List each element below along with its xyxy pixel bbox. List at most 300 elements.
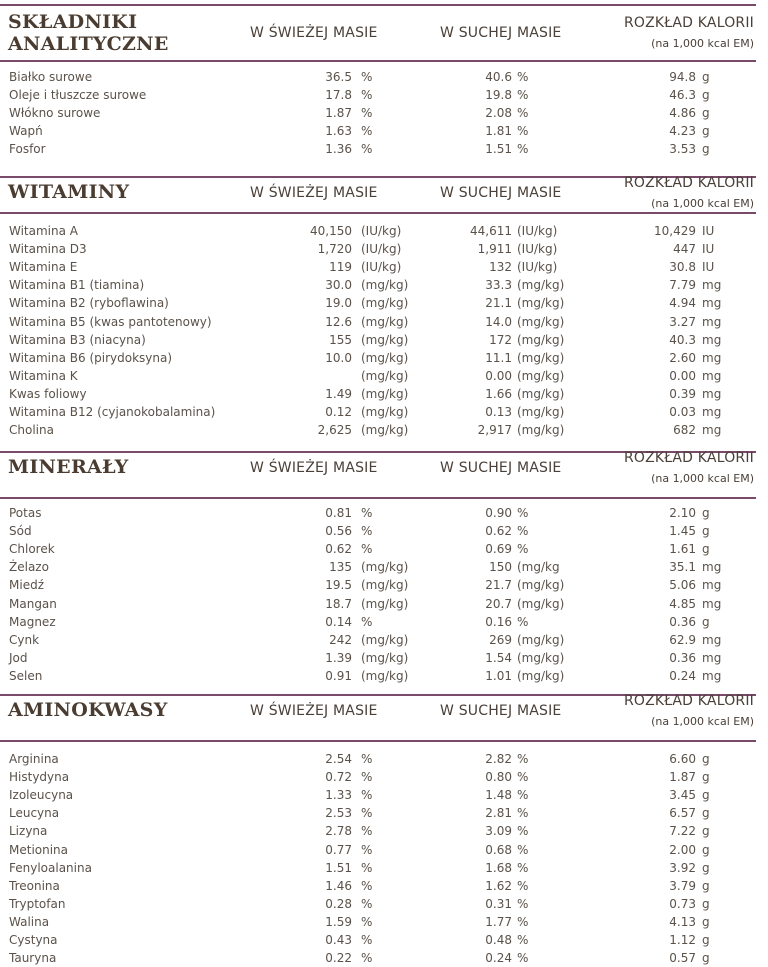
row-fresh-value: 155 (329, 332, 352, 347)
row-fresh-unit: % (361, 142, 373, 157)
row-name: Witamina B6 (pirydoksyna) (9, 350, 173, 365)
table-row (0, 385, 768, 403)
row-calorie-unit: g (702, 752, 710, 766)
row-fresh-value: 1.63 (325, 124, 352, 139)
section-top-rule (0, 4, 756, 6)
row-fresh-unit: (IU/kg) (361, 242, 402, 257)
row-dry-unit: (mg/kg) (517, 314, 565, 329)
row-dry-value: 3.09 (485, 824, 512, 839)
row-dry-unit: (mg/kg) (517, 350, 565, 365)
table-row (0, 768, 768, 786)
row-name: Potas (9, 506, 42, 520)
row-dry-value: 21.1 (485, 296, 512, 311)
row-dry-unit: (mg/kg) (517, 296, 565, 311)
row-name: Witamina A (9, 224, 78, 238)
row-fresh-unit: % (361, 914, 373, 929)
row-calorie-unit: g (702, 860, 710, 875)
row-name: Sód (9, 524, 32, 539)
row-name: Walina (9, 914, 50, 929)
row-fresh-unit: % (361, 124, 373, 139)
column-header-calorie-sub: (na 1,000 kcal EM) (651, 197, 754, 210)
row-name: Wapń (9, 124, 43, 139)
row-calorie-unit: mg (702, 405, 722, 419)
row-fresh-value: 0.28 (325, 896, 352, 911)
row-name: Leucyna (9, 806, 60, 821)
row-dry-value: 1.81 (485, 124, 512, 139)
row-dry-value: 2,917 (477, 423, 512, 438)
table-row (0, 104, 768, 122)
row-dry-value: 1,911 (477, 242, 512, 257)
row-name: Selen (9, 668, 43, 683)
row-calorie-value: 3.27 (669, 314, 696, 329)
row-fresh-value: 0.81 (325, 506, 352, 520)
row-calorie-unit: g (702, 542, 710, 557)
row-calorie-value: 30.8 (669, 260, 696, 275)
column-header-dry: W SUCHEJ MASIE (440, 703, 562, 719)
row-name: Oleje i tłuszcze surowe (9, 88, 147, 103)
row-calorie-value: 1.61 (669, 542, 696, 557)
column-header-dry: W SUCHEJ MASIE (440, 185, 562, 201)
column-header-fresh: W ŚWIEŻEJ MASIE (250, 703, 378, 719)
row-fresh-value: 1.51 (325, 860, 352, 875)
column-header-calorie-sub: (na 1,000 kcal EM) (651, 472, 754, 485)
column-header-dry: W SUCHEJ MASIE (440, 460, 562, 476)
row-fresh-value: 40,150 (310, 224, 352, 238)
row-dry-unit: (IU/kg) (517, 224, 558, 238)
row-calorie-value: 3.53 (669, 142, 696, 157)
row-name: Włókno surowe (9, 106, 101, 121)
row-dry-unit: % (517, 752, 529, 766)
row-fresh-value: 2,625 (317, 423, 352, 438)
row-fresh-unit: (mg/kg) (361, 386, 409, 401)
row-dry-unit: % (517, 806, 529, 821)
table-row (0, 631, 768, 649)
table-row (0, 294, 768, 312)
row-fresh-value: 1.59 (325, 914, 352, 929)
row-dry-unit: (mg/kg) (517, 405, 565, 419)
table-row (0, 558, 768, 576)
row-name: Cystyna (9, 933, 58, 947)
row-dry-value: 40.6 (485, 70, 512, 84)
row-fresh-unit: % (361, 106, 373, 121)
row-fresh-value: 19.0 (325, 296, 352, 311)
row-calorie-unit: g (702, 88, 710, 103)
row-name: Treonina (9, 878, 60, 893)
row-calorie-unit: mg (702, 350, 722, 365)
row-fresh-value: 2.53 (325, 806, 352, 821)
row-calorie-unit: mg (702, 296, 722, 311)
row-calorie-unit: g (702, 524, 710, 539)
section-2 (0, 447, 768, 485)
row-calorie-value: 1.45 (669, 524, 696, 539)
row-calorie-value: 40.3 (669, 332, 696, 347)
row-calorie-unit: g (702, 914, 710, 929)
row-dry-value: 2.08 (485, 106, 512, 121)
row-fresh-unit: % (361, 860, 373, 875)
table-row (0, 421, 768, 439)
row-dry-value: 269 (489, 632, 512, 647)
row-fresh-unit: % (361, 770, 373, 785)
row-name: Cynk (9, 632, 40, 647)
row-dry-value: 14.0 (485, 314, 512, 329)
row-calorie-unit: mg (702, 423, 722, 438)
table-row (0, 822, 768, 840)
row-dry-unit: (mg/kg) (517, 332, 565, 347)
table-row (0, 576, 768, 594)
row-calorie-value: 3.92 (669, 860, 696, 875)
row-calorie-unit: g (702, 106, 710, 121)
column-header-calorie: ROZKŁAD KALORII (623, 175, 754, 191)
row-dry-unit: (mg/kg) (517, 423, 565, 438)
row-dry-value: 1.54 (485, 650, 512, 665)
row-dry-unit: % (517, 842, 529, 857)
row-fresh-value: 0.43 (325, 933, 352, 947)
row-dry-unit: (mg/kg) (517, 278, 565, 293)
column-header-dry: W SUCHEJ MASIE (440, 25, 562, 41)
row-calorie-unit: mg (702, 668, 722, 683)
row-calorie-value: 6.60 (669, 752, 696, 766)
row-fresh-value: 30.0 (325, 278, 352, 293)
row-dry-unit: (mg/kg) (517, 668, 565, 683)
row-dry-unit: % (517, 70, 529, 84)
row-calorie-unit: g (702, 824, 710, 839)
row-calorie-value: 4.13 (669, 914, 696, 929)
row-fresh-unit: (mg/kg) (361, 423, 409, 438)
section-header-rule (0, 60, 756, 62)
row-fresh-value: 0.14 (325, 614, 352, 629)
row-dry-value: 172 (489, 332, 512, 347)
row-fresh-value: 36.5 (325, 70, 352, 84)
row-dry-unit: % (517, 933, 529, 947)
row-dry-value: 0.62 (485, 524, 512, 539)
row-dry-value: 0.13 (485, 405, 512, 419)
row-fresh-value: 10.0 (325, 350, 352, 365)
row-dry-unit: % (517, 542, 529, 557)
row-name: Tryptofan (9, 896, 66, 911)
row-fresh-unit: % (361, 806, 373, 821)
row-calorie-value: 1.12 (669, 933, 696, 947)
row-name: Fenyloalanina (9, 860, 92, 875)
row-calorie-unit: IU (702, 242, 715, 257)
row-name: Magnez (9, 614, 56, 629)
row-dry-unit: % (517, 860, 529, 875)
column-header-calorie: ROZKŁAD KALORII (623, 15, 754, 31)
row-fresh-unit: (mg/kg) (361, 368, 409, 383)
row-fresh-value: 1,720 (317, 242, 352, 257)
row-dry-value: 19.8 (485, 88, 512, 103)
row-fresh-unit: % (361, 951, 373, 966)
table-row (0, 140, 768, 158)
row-dry-value: 1.77 (485, 914, 512, 929)
row-dry-unit: % (517, 88, 529, 103)
row-fresh-value: 1.33 (325, 788, 352, 803)
row-calorie-value: 0.39 (669, 386, 696, 401)
row-name: Witamina B2 (ryboflawina) (9, 296, 169, 311)
row-calorie-value: 5.06 (669, 578, 696, 593)
section-title (8, 456, 129, 478)
table-row (0, 331, 768, 349)
row-calorie-value: 62.9 (669, 632, 696, 647)
row-calorie-unit: g (702, 896, 710, 911)
row-name: Witamina E (9, 260, 78, 275)
row-calorie-value: 4.85 (669, 596, 696, 611)
section-header-rule (0, 740, 756, 742)
row-name: Witamina B1 (tiamina) (9, 278, 145, 293)
column-header-calorie-sub: (na 1,000 kcal EM) (651, 715, 754, 728)
row-name: Miedź (9, 578, 44, 593)
row-fresh-unit: % (361, 614, 373, 629)
row-dry-value: 0.31 (485, 896, 512, 911)
row-calorie-unit: g (702, 878, 710, 893)
table-row (0, 841, 768, 859)
row-dry-unit: % (517, 524, 529, 539)
row-name: Histydyna (9, 770, 70, 785)
row-calorie-unit: g (702, 788, 710, 803)
row-fresh-unit: (IU/kg) (361, 224, 402, 238)
row-calorie-unit: mg (702, 632, 722, 647)
row-dry-unit: (mg/kg) (517, 596, 565, 611)
row-fresh-value: 1.49 (325, 386, 352, 401)
section-title (8, 181, 129, 203)
row-dry-value: 44,611 (470, 224, 512, 238)
row-name: Kwas foliowy (9, 386, 87, 401)
row-calorie-unit: mg (702, 650, 722, 665)
row-fresh-unit: % (361, 788, 373, 803)
table-row (0, 403, 768, 421)
row-calorie-unit: IU (702, 224, 715, 238)
row-fresh-unit: % (361, 506, 373, 520)
row-name: Tauryna (9, 951, 57, 966)
section-header-rule (0, 212, 756, 214)
row-name: Chlorek (9, 542, 55, 557)
row-dry-value: 150 (489, 560, 512, 575)
row-fresh-unit: (mg/kg) (361, 650, 409, 665)
row-calorie-unit: mg (702, 368, 722, 383)
row-calorie-value: 4.94 (669, 296, 696, 311)
row-dry-value: 0.48 (485, 933, 512, 947)
row-dry-value: 0.24 (485, 951, 512, 966)
section-title (8, 11, 169, 55)
row-fresh-unit: % (361, 878, 373, 893)
row-dry-unit: % (517, 824, 529, 839)
table-row (0, 86, 768, 104)
row-dry-value: 11.1 (485, 350, 512, 365)
table-row (0, 859, 768, 877)
row-fresh-value: 0.77 (325, 842, 352, 857)
table-row (0, 504, 768, 522)
row-dry-unit: (mg/kg) (517, 650, 565, 665)
table-row (0, 122, 768, 140)
row-name: Arginina (9, 752, 59, 766)
row-calorie-unit: g (702, 842, 710, 857)
row-name: Izoleucyna (9, 788, 74, 803)
row-fresh-unit: % (361, 542, 373, 557)
row-fresh-value: 1.87 (325, 106, 352, 121)
row-name: Witamina B5 (kwas pantotenowy) (9, 314, 212, 329)
row-fresh-value: 18.7 (325, 596, 352, 611)
table-row (0, 667, 768, 685)
row-fresh-value: 135 (329, 560, 352, 575)
row-dry-unit: (mg/kg) (517, 368, 565, 383)
row-dry-unit: (mg/kg) (517, 578, 565, 593)
row-dry-value: 21.7 (485, 578, 512, 593)
row-calorie-value: 46.3 (669, 88, 696, 103)
column-header-fresh: W ŚWIEŻEJ MASIE (250, 185, 378, 201)
row-dry-value: 0.69 (485, 542, 512, 557)
row-dry-value: 0.68 (485, 842, 512, 857)
table-row (0, 240, 768, 258)
section-title (8, 699, 168, 721)
row-calorie-unit: mg (702, 560, 722, 575)
row-calorie-value: 3.45 (669, 788, 696, 803)
row-dry-value: 33.3 (485, 278, 512, 293)
row-calorie-unit: g (702, 806, 710, 821)
row-fresh-unit: % (361, 524, 373, 539)
row-fresh-value: 0.62 (325, 542, 352, 557)
row-dry-unit: % (517, 878, 529, 893)
table-row (0, 367, 768, 385)
row-calorie-value: 0.57 (669, 951, 696, 966)
section-3 (0, 690, 768, 728)
table-row (0, 913, 768, 931)
row-fresh-unit: (IU/kg) (361, 260, 402, 275)
row-fresh-value: 17.8 (325, 88, 352, 103)
row-name: Witamina K (9, 368, 78, 383)
section-title-line: SKŁADNIKI (8, 11, 138, 33)
section-title-line: WITAMINY (8, 181, 130, 203)
row-calorie-value: 7.79 (669, 278, 696, 293)
row-calorie-value: 4.23 (669, 124, 696, 139)
table-row (0, 522, 768, 540)
table-row (0, 313, 768, 331)
row-calorie-unit: g (702, 124, 710, 139)
row-fresh-value: 0.91 (325, 668, 352, 683)
column-header-fresh: W ŚWIEŻEJ MASIE (250, 460, 378, 476)
row-dry-unit: (mg/kg) (517, 386, 565, 401)
row-dry-value: 1.62 (485, 878, 512, 893)
row-name: Witamina B3 (niacyna) (9, 332, 146, 347)
row-dry-value: 132 (489, 260, 512, 275)
row-dry-unit: % (517, 951, 529, 966)
row-name: Witamina D3 (9, 242, 87, 257)
row-calorie-value: 447 (673, 242, 696, 257)
row-calorie-value: 0.24 (669, 668, 696, 683)
row-dry-unit: % (517, 788, 529, 803)
row-fresh-unit: % (361, 88, 373, 103)
row-name: Fosfor (9, 142, 46, 157)
row-calorie-value: 2.60 (669, 350, 696, 365)
row-name: Witamina B12 (cyjanokobalamina) (9, 405, 216, 419)
row-dry-value: 1.51 (485, 142, 512, 157)
row-name: Jod (9, 650, 28, 665)
section-header-rule (0, 497, 756, 499)
row-calorie-value: 3.79 (669, 878, 696, 893)
row-calorie-unit: mg (702, 332, 722, 347)
row-calorie-value: 0.03 (669, 405, 696, 419)
row-calorie-value: 0.00 (669, 368, 696, 383)
row-calorie-unit: g (702, 933, 710, 947)
row-fresh-unit: (mg/kg) (361, 560, 409, 575)
table-row (0, 349, 768, 367)
row-calorie-value: 2.00 (669, 842, 696, 857)
row-calorie-unit: g (702, 770, 710, 785)
section-title-line: AMINOKWASY (8, 699, 168, 721)
row-dry-value: 0.80 (485, 770, 512, 785)
row-calorie-value: 6.57 (669, 806, 696, 821)
row-calorie-value: 2.10 (669, 506, 696, 520)
row-name: Metionina (9, 842, 69, 857)
row-name: Cholina (9, 423, 54, 438)
row-fresh-unit: (mg/kg) (361, 405, 409, 419)
table-row (0, 276, 768, 294)
table-row (0, 877, 768, 895)
row-calorie-unit: IU (702, 260, 715, 275)
table-row (0, 540, 768, 558)
row-fresh-value: 1.46 (325, 878, 352, 893)
row-calorie-unit: mg (702, 386, 722, 401)
row-dry-value: 1.01 (485, 668, 512, 683)
row-dry-value: 0.90 (485, 506, 512, 520)
row-calorie-value: 4.86 (669, 106, 696, 121)
row-dry-unit: % (517, 142, 529, 157)
section-0 (0, 0, 768, 55)
row-fresh-unit: (mg/kg) (361, 596, 409, 611)
table-row (0, 613, 768, 631)
row-calorie-value: 1.87 (669, 770, 696, 785)
row-fresh-unit: (mg/kg) (361, 668, 409, 683)
table-row (0, 68, 768, 86)
table-row (0, 750, 768, 768)
table-row (0, 949, 768, 967)
row-fresh-value: 242 (329, 632, 352, 647)
row-dry-unit: (mg/kg (517, 560, 560, 575)
row-fresh-value: 19.5 (325, 578, 352, 593)
row-dry-unit: % (517, 124, 529, 139)
row-fresh-unit: % (361, 842, 373, 857)
row-fresh-unit: % (361, 896, 373, 911)
table-row (0, 222, 768, 240)
row-calorie-unit: mg (702, 314, 722, 329)
column-header-calorie-sub: (na 1,000 kcal EM) (651, 37, 754, 50)
row-dry-unit: % (517, 506, 529, 520)
row-calorie-unit: g (702, 506, 710, 520)
column-header-fresh: W ŚWIEŻEJ MASIE (250, 25, 378, 41)
row-dry-unit: (mg/kg) (517, 632, 565, 647)
table-row (0, 595, 768, 613)
row-dry-value: 20.7 (485, 596, 512, 611)
section-title-line: MINERAŁY (8, 456, 129, 478)
table-row (0, 649, 768, 667)
row-calorie-value: 7.22 (669, 824, 696, 839)
row-calorie-unit: mg (702, 578, 722, 593)
column-header-calorie: ROZKŁAD KALORII (623, 693, 754, 709)
row-name: Żelazo (9, 560, 49, 575)
row-dry-value: 1.68 (485, 860, 512, 875)
row-fresh-unit: (mg/kg) (361, 632, 409, 647)
row-calorie-unit: g (702, 951, 710, 966)
row-fresh-unit: % (361, 933, 373, 947)
row-fresh-unit: % (361, 824, 373, 839)
row-fresh-value: 12.6 (325, 314, 352, 329)
row-name: Białko surowe (9, 70, 93, 84)
row-fresh-unit: (mg/kg) (361, 278, 409, 293)
table-row (0, 786, 768, 804)
row-calorie-unit: g (702, 70, 710, 84)
row-fresh-value: 119 (329, 260, 352, 275)
row-dry-unit: % (517, 896, 529, 911)
row-dry-value: 0.16 (485, 614, 512, 629)
row-fresh-value: 2.78 (325, 824, 352, 839)
